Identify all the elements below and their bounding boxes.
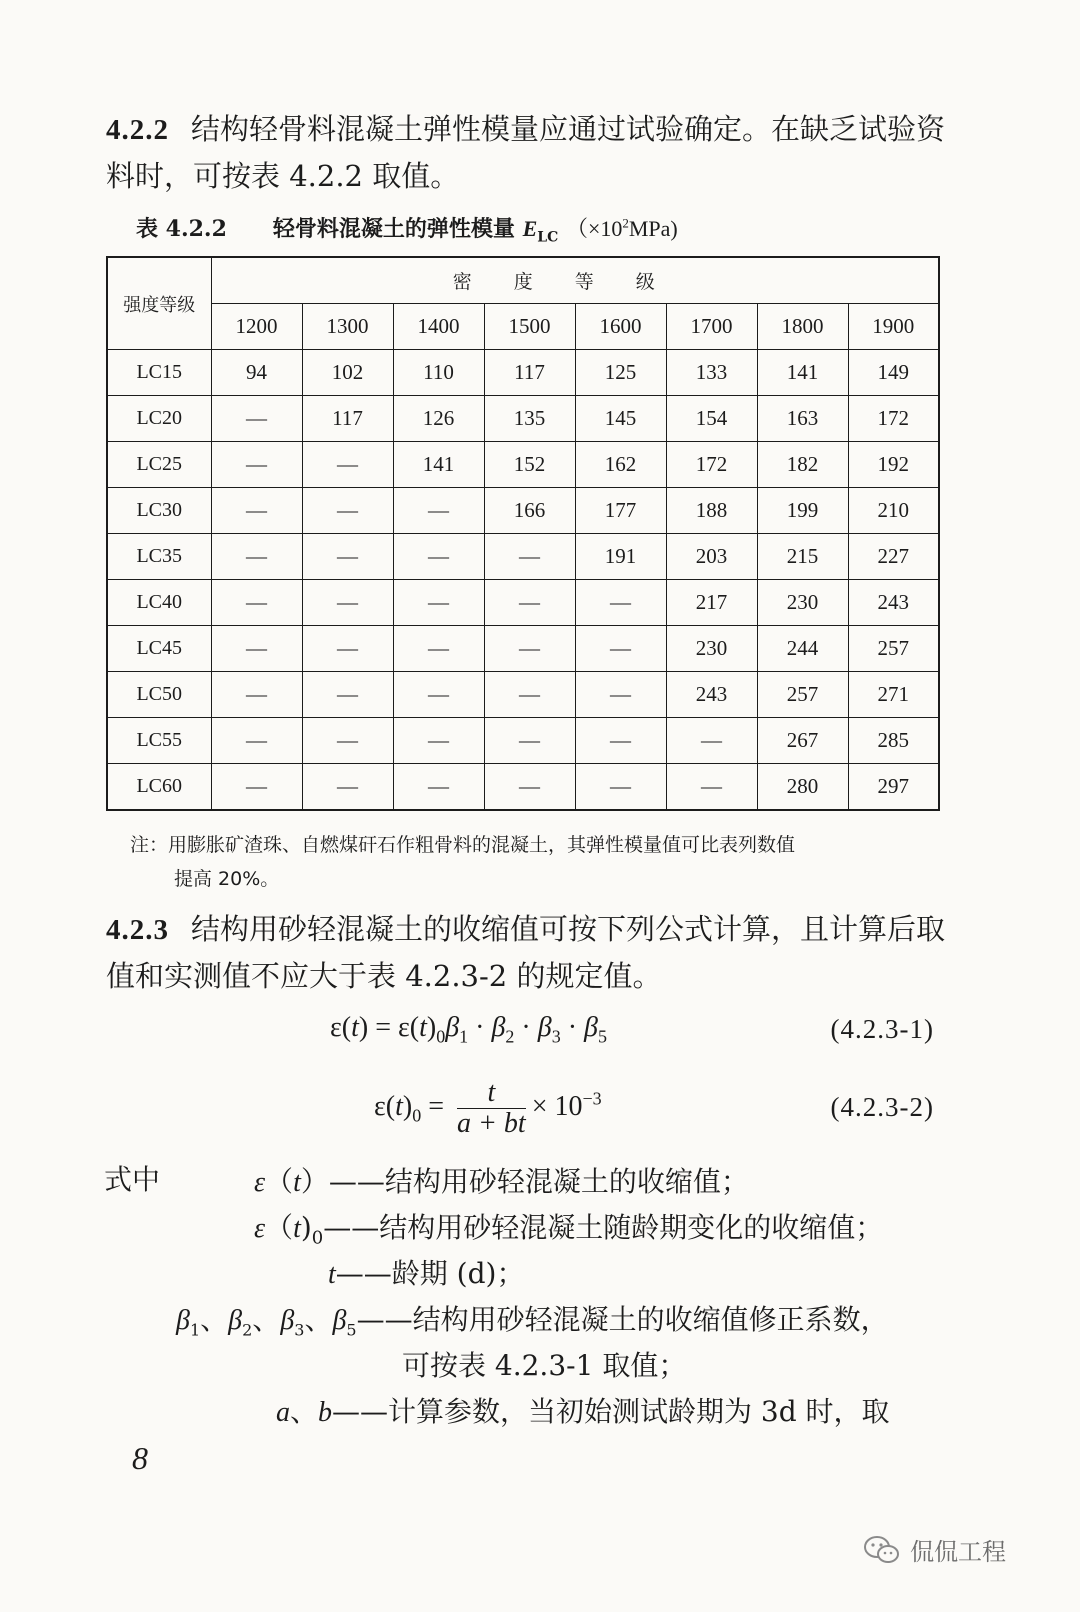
where-item-beta-cont: 可按表 4.2.3-1 取值； xyxy=(402,1349,687,1382)
table-cell: 102 xyxy=(302,350,393,396)
row-label: LC60 xyxy=(107,764,211,811)
table-cell: 217 xyxy=(666,580,757,626)
table-note xyxy=(130,828,950,896)
table-cell: — xyxy=(302,672,393,718)
table-cell: 244 xyxy=(757,626,848,672)
table-cell: 271 xyxy=(848,672,939,718)
formula-2-number: (4.2.3-2) xyxy=(830,1092,934,1122)
table-body xyxy=(107,350,939,811)
column-header-row xyxy=(107,304,939,350)
watermark-text: 侃侃工程 xyxy=(910,1538,1006,1566)
table-cell: — xyxy=(575,718,666,764)
column-header: 1500 xyxy=(484,304,575,350)
table-cell: — xyxy=(302,442,393,488)
where-item-t: t——龄期 (d)； xyxy=(328,1257,525,1290)
table-cell: 230 xyxy=(666,626,757,672)
table-cell: — xyxy=(393,718,484,764)
table-cell: 135 xyxy=(484,396,575,442)
table-cell: 227 xyxy=(848,534,939,580)
table-unit: $(\times 10^2MPa)$ xyxy=(565,215,678,241)
row-label: LC20 xyxy=(107,396,211,442)
table-cell: — xyxy=(211,764,302,811)
table-cell: — xyxy=(211,672,302,718)
section-number: 4.2.3 xyxy=(106,914,169,946)
column-header: 1600 xyxy=(575,304,666,350)
table-cell: — xyxy=(302,580,393,626)
table-cell: — xyxy=(211,580,302,626)
table-cell: — xyxy=(575,626,666,672)
group-header: 密度等级 xyxy=(211,257,939,304)
table-row xyxy=(107,764,939,811)
table-cell: — xyxy=(302,718,393,764)
row-label: LC55 xyxy=(107,718,211,764)
table-cell: 203 xyxy=(666,534,757,580)
section-number: 4.2.2 xyxy=(106,114,169,146)
where-item-epsilon-t: ε（t）——结构用砂轻混凝土的收缩值； xyxy=(254,1165,749,1198)
wechat-icon xyxy=(862,1533,902,1567)
row-label: LC45 xyxy=(107,626,211,672)
table-row xyxy=(107,396,939,442)
table-cell: 125 xyxy=(575,350,666,396)
table-cell: 285 xyxy=(848,718,939,764)
table-cell: — xyxy=(393,672,484,718)
modulus-subscript: LC xyxy=(537,229,559,246)
row-header: 强度等级 xyxy=(107,257,211,350)
table-cell: 243 xyxy=(666,672,757,718)
table-cell: 172 xyxy=(848,396,939,442)
row-label: LC15 xyxy=(107,350,211,396)
table-cell: 188 xyxy=(666,488,757,534)
section-text: 结构用砂轻混凝土的收缩值可按下列公式计算，且计算后取值和实测值不应大于表 4.2.3-2 的规定值。 xyxy=(106,912,946,993)
table-row xyxy=(107,718,939,764)
where-item-beta: $\beta_1$、$\beta_2$、$\beta_3$、$\beta_5——$结构用砂轻混凝土的收缩值修正系数， xyxy=(176,1303,889,1340)
table-cell: 141 xyxy=(757,350,848,396)
table-cell: — xyxy=(484,534,575,580)
table-cell: 267 xyxy=(757,718,848,764)
table-cell: — xyxy=(393,626,484,672)
column-header: 1800 xyxy=(757,304,848,350)
section-4-2-3 xyxy=(106,906,946,999)
table-cell: 230 xyxy=(757,580,848,626)
formula-1-number: (4.2.3-1) xyxy=(830,1014,934,1044)
table-cell: — xyxy=(484,718,575,764)
table-cell: — xyxy=(211,488,302,534)
fraction: $\frac{t}{a + bt}$ xyxy=(457,1077,526,1139)
table-cell: — xyxy=(302,764,393,811)
row-label: LC30 xyxy=(107,488,211,534)
table-row xyxy=(107,488,939,534)
table-cell: 257 xyxy=(757,672,848,718)
table-row xyxy=(107,350,939,396)
note-line-2: 提高 20%。 xyxy=(174,868,280,890)
row-label: LC50 xyxy=(107,672,211,718)
table-cell: — xyxy=(666,764,757,811)
table-number: 表 4.2.2 xyxy=(136,216,227,242)
watermark xyxy=(862,1532,1006,1567)
table-cell: 149 xyxy=(848,350,939,396)
table-cell: 117 xyxy=(484,350,575,396)
table-cell: — xyxy=(666,718,757,764)
table-row xyxy=(107,580,939,626)
section-text: 结构轻骨料混凝土弹性模量应通过试验确定。在缺乏试验资料时，可按表 4.2.2 取值。 xyxy=(106,112,946,193)
table-cell: 110 xyxy=(393,350,484,396)
formula-2: $\varepsilon(t)_0$ = $\frac{t}{a + bt}$ × $10^{-3}$ xyxy=(374,1077,602,1139)
table-row xyxy=(107,442,939,488)
table-cell: — xyxy=(393,764,484,811)
table-cell: — xyxy=(393,488,484,534)
note-line-1: 注：用膨胀矿渣珠、自燃煤矸石作粗骨料的混凝土，其弹性模量值可比表列数值 xyxy=(130,834,796,856)
table-cell: — xyxy=(484,580,575,626)
table-caption xyxy=(136,212,678,245)
table-cell: — xyxy=(393,580,484,626)
table-row xyxy=(107,626,939,672)
table-cell: 215 xyxy=(757,534,848,580)
row-label: LC35 xyxy=(107,534,211,580)
table-row xyxy=(107,672,939,718)
table-cell: — xyxy=(211,626,302,672)
table-cell: — xyxy=(484,626,575,672)
column-header: 1300 xyxy=(302,304,393,350)
table-cell: 199 xyxy=(757,488,848,534)
where-item-epsilon-t0: $\varepsilon(t)_0——$结构用砂轻混凝土随龄期变化的收缩值； xyxy=(254,1211,884,1249)
table-cell: 243 xyxy=(848,580,939,626)
table-cell: — xyxy=(484,672,575,718)
table-cell: 182 xyxy=(757,442,848,488)
table-cell: — xyxy=(211,718,302,764)
table-cell: — xyxy=(211,396,302,442)
where-item-ab: a、b——计算参数，当初始测试龄期为 3d 时，取 xyxy=(276,1395,890,1428)
table-cell: 297 xyxy=(848,764,939,811)
column-header: 1200 xyxy=(211,304,302,350)
table-cell: 145 xyxy=(575,396,666,442)
table-cell: 192 xyxy=(848,442,939,488)
table-cell: — xyxy=(302,534,393,580)
table-cell: — xyxy=(211,442,302,488)
where-label: 式中 xyxy=(104,1163,161,1196)
table-cell: — xyxy=(484,764,575,811)
table-cell: 172 xyxy=(666,442,757,488)
table-cell: 280 xyxy=(757,764,848,811)
row-label: LC40 xyxy=(107,580,211,626)
table-cell: 210 xyxy=(848,488,939,534)
table-cell: 154 xyxy=(666,396,757,442)
column-header: 1900 xyxy=(848,304,939,350)
column-header: 1700 xyxy=(666,304,757,350)
section-4-2-2 xyxy=(106,106,946,199)
table-cell: — xyxy=(575,764,666,811)
table-cell: 141 xyxy=(393,442,484,488)
page-number: 8 xyxy=(132,1440,148,1476)
table-cell: — xyxy=(302,488,393,534)
table-cell: 257 xyxy=(848,626,939,672)
table-cell: — xyxy=(211,534,302,580)
table-cell: 177 xyxy=(575,488,666,534)
table-cell: — xyxy=(575,580,666,626)
table-title: 轻骨料混凝土的弹性模量 xyxy=(272,216,515,242)
table-cell: 163 xyxy=(757,396,848,442)
table-cell: 162 xyxy=(575,442,666,488)
table-row xyxy=(107,534,939,580)
table-cell: 166 xyxy=(484,488,575,534)
table-cell: — xyxy=(393,534,484,580)
table-cell: — xyxy=(302,626,393,672)
column-header: 1400 xyxy=(393,304,484,350)
table-cell: 94 xyxy=(211,350,302,396)
row-label: LC25 xyxy=(107,442,211,488)
table-cell: 152 xyxy=(484,442,575,488)
table-cell: 133 xyxy=(666,350,757,396)
modulus-symbol: E xyxy=(522,216,538,241)
table-cell: — xyxy=(575,672,666,718)
table-cell: 126 xyxy=(393,396,484,442)
elastic-modulus-table xyxy=(106,256,940,811)
table-cell: 117 xyxy=(302,396,393,442)
formula-1: $\varepsilon(t) = \varepsilon(t)_0\beta_1 \cdot \beta_2 \cdot \beta_3 \cdot \beta_5$ xyxy=(330,1012,607,1047)
table-cell: 191 xyxy=(575,534,666,580)
